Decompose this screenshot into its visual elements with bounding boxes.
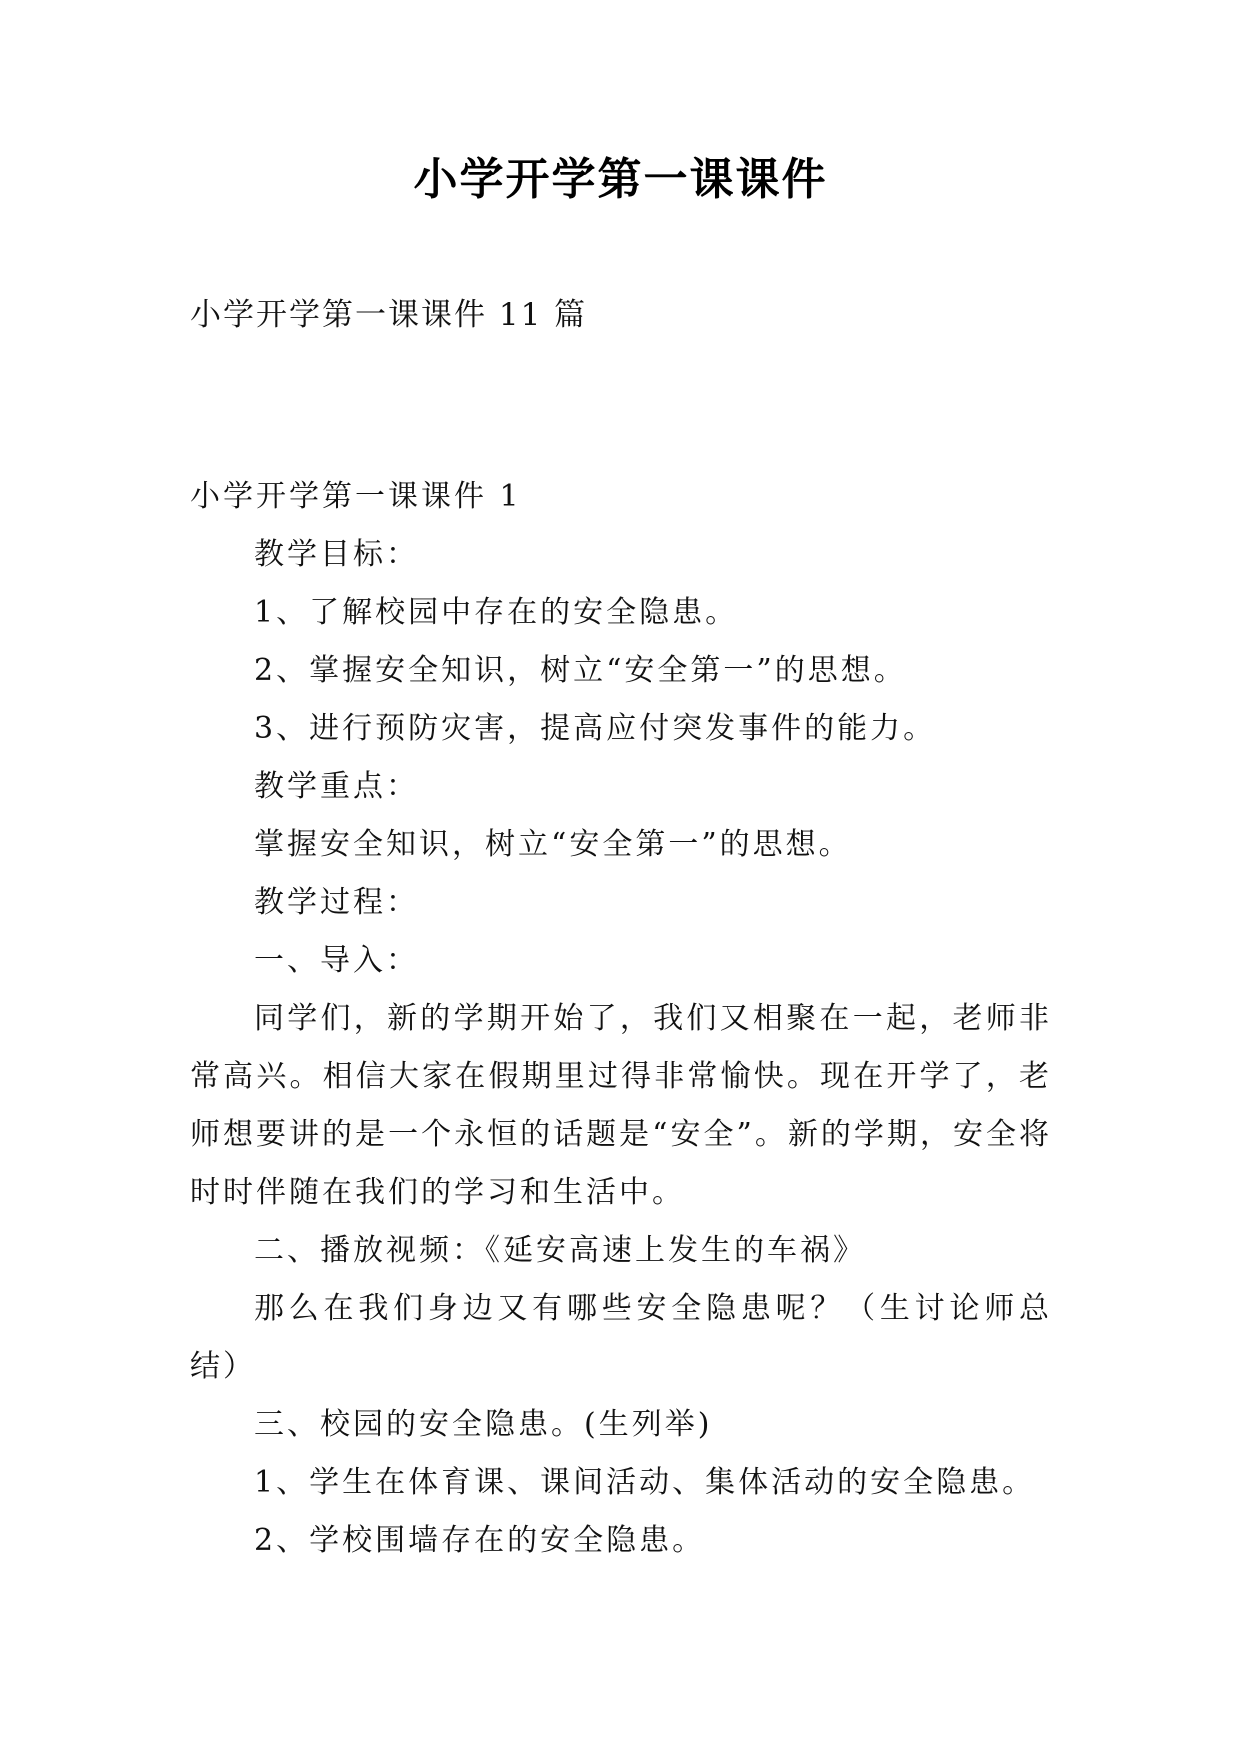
paragraph: 那么在我们身边又有哪些安全隐患呢？（生讨论师总结） xyxy=(190,1291,1052,1384)
paragraph: 2、掌握安全知识，树立“安全第一”的思想。 xyxy=(254,653,907,688)
document-title: 小学开学第一课课件 xyxy=(413,154,828,205)
paragraph: 教学过程： xyxy=(254,885,419,920)
paragraph: 一、导入： xyxy=(254,943,419,978)
paragraph: 1、学生在体育课、课间活动、集体活动的安全隐患。 xyxy=(254,1465,1036,1500)
paragraph: 掌握安全知识，树立“安全第一”的思想。 xyxy=(254,827,852,862)
section-heading: 小学开学第一课课件 1 xyxy=(190,479,522,514)
document-subtitle: 小学开学第一课课件 11 篇 xyxy=(190,297,588,333)
paragraph: 3、进行预防灾害，提高应付突发事件的能力。 xyxy=(254,711,937,746)
paragraph: 教学重点： xyxy=(254,769,419,804)
paragraph: 1、了解校园中存在的安全隐患。 xyxy=(254,595,739,630)
paragraph: 二、播放视频：《延安高速上发生的车祸》 xyxy=(254,1233,866,1268)
paragraph: 三、校园的安全隐患。(生列举) xyxy=(254,1407,713,1442)
paragraph: 2、学校围墙存在的安全隐患。 xyxy=(254,1523,706,1558)
paragraph: 同学们，新的学期开始了，我们又相聚在一起，老师非常高兴。相信大家在假期里过得非常愉快。现在开学了，老师想要讲的是一个永恒的话题是“安全”。新的学期，安全将时时伴随在我们的学习和生活中。 xyxy=(190,1001,1052,1210)
article-body xyxy=(190,468,1052,1570)
paragraph: 教学目标： xyxy=(254,537,419,572)
